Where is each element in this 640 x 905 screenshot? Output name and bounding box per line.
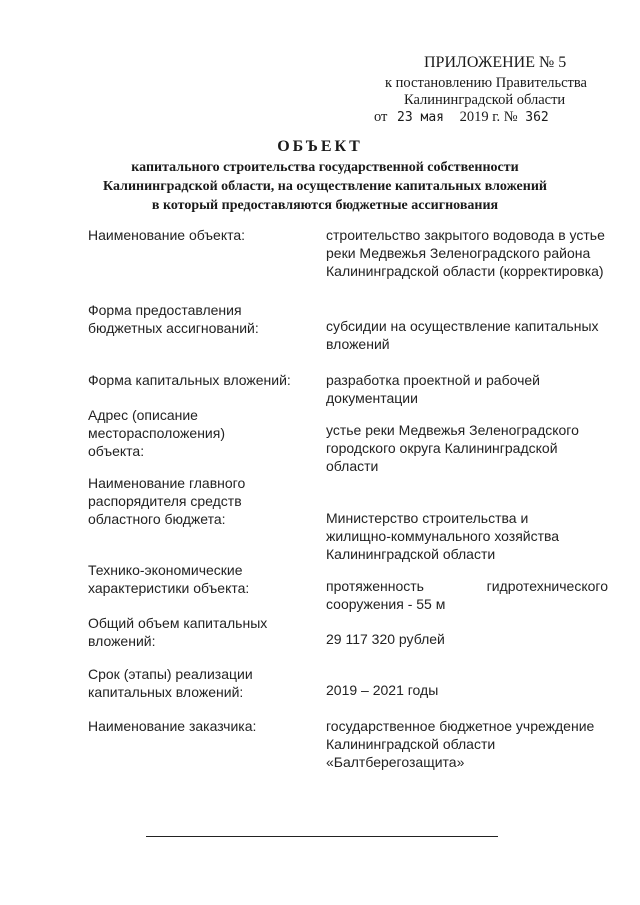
row-value-funding-form: субсидии на осуществление капитальных вложений — [326, 318, 599, 352]
appendix-heading: ПРИЛОЖЕНИЕ № 5 — [424, 54, 567, 71]
row-value-timeline: 2019 – 2021 годы — [326, 682, 439, 698]
appendix-region: Калининградской области — [404, 92, 566, 108]
date-year: 2019 г. № — [459, 109, 518, 125]
document-title: ОБЪЕКТ — [277, 138, 363, 155]
characteristics-word-1: протяженность — [326, 578, 424, 594]
row-label-funding-form: Форма предоставления бюджетных ассигнований: — [88, 302, 259, 336]
appendix-date-line — [374, 109, 549, 126]
row-label-customer: Наименование заказчика: — [88, 718, 257, 734]
row-value-customer: государственное бюджетное учреждение Калининградской области «Балтберегозащита» — [326, 718, 595, 770]
subtitle-line-1: капитального строительства государственной собственности — [131, 160, 519, 175]
row-value-administrator: Министерство строительства и жилищно-коммунального хозяйства Калининградской области — [326, 510, 560, 562]
subtitle-line-3: в который предоставляются бюджетные ассигнования — [151, 198, 499, 213]
appendix-resolution: к постановлению Правительства — [385, 75, 587, 91]
document-subtitle — [60, 158, 590, 215]
row-label-administrator: Наименование главного распорядителя средств областного бюджета: — [88, 475, 246, 527]
row-value-name: строительство закрытого водовода в устье реки Медвежья Зеленоградского района Калининградской области (корректировка) — [326, 227, 605, 279]
row-label-timeline: Срок (этапы) реализации капитальных вложений: — [88, 666, 253, 700]
characteristics-word-2: гидротехнического — [486, 578, 608, 594]
date-prefix: от — [374, 109, 388, 125]
row-label-characteristics: Технико-экономические характеристики объекта: — [88, 562, 250, 596]
row-label-name: Наименование объекта: — [88, 227, 246, 243]
row-value-address: устье реки Медвежья Зеленоградского городского округа Калининградской области — [326, 422, 579, 474]
row-value-characteristics — [326, 577, 608, 613]
subtitle-line-2: Калининградской области, на осуществление капитальных вложений — [103, 179, 547, 194]
row-label-investment-form: Форма капитальных вложений: — [88, 372, 291, 388]
resolution-number: 362 — [525, 110, 549, 125]
date-day-month: 23 мая — [397, 110, 444, 125]
characteristics-line-2: сооружения - 55 м — [326, 596, 446, 612]
row-value-total-investment: 29 117 320 рублей — [326, 631, 445, 647]
row-label-total-investment: Общий объем капитальных вложений: — [88, 615, 268, 649]
row-value-investment-form: разработка проектной и рабочей документации — [326, 372, 540, 406]
closing-rule — [146, 836, 498, 837]
row-label-address: Адрес (описание месторасположения) объекта: — [88, 407, 225, 459]
